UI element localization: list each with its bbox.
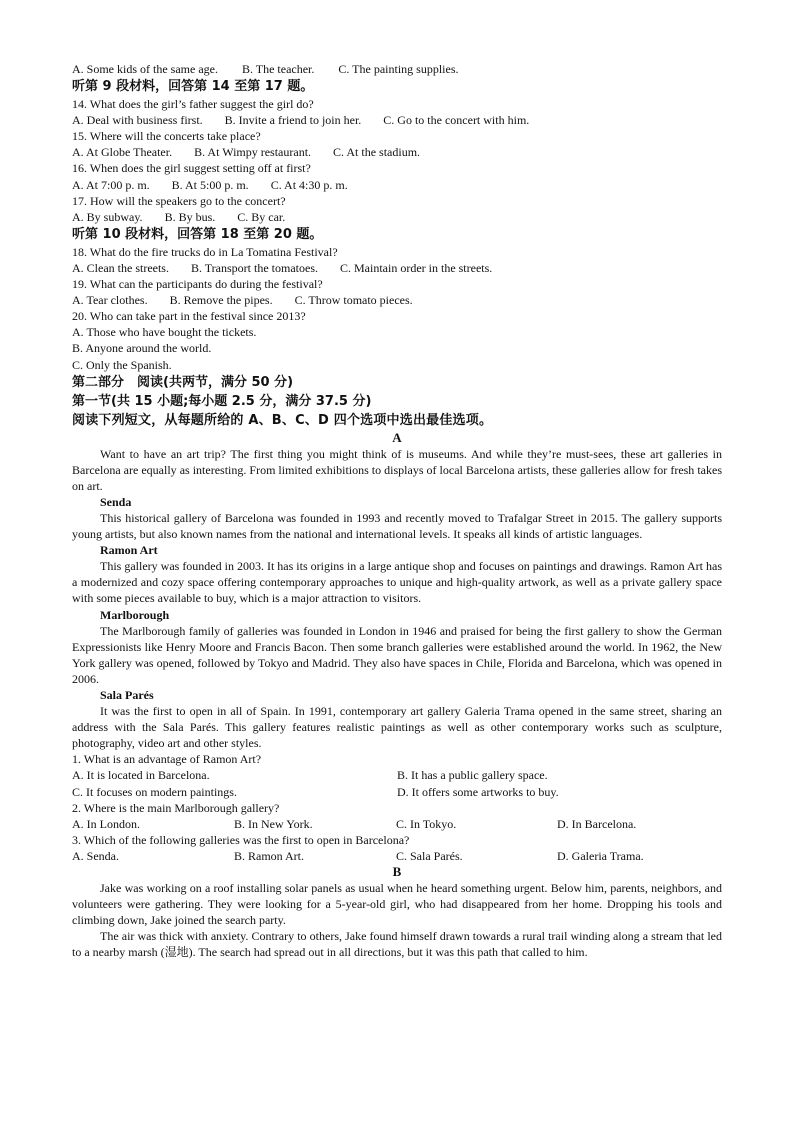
sala-pares-text: It was the first to open in all of Spain. In 1991, contemporary art gallery Galeria Trama opened in the same street, sharing an address with the Sala Parés. This gallery features realistic paintings as well as other contemporary works such as sculpture, photography, video art and other styles. <box>72 704 722 751</box>
marlborough-text: The Marlborough family of galleries was founded in London in 1946 and praised for being the first gallery to show the German Expressionists like Henry Moore and Francis Bacon. Then some branch galleries were established around the world. In 1962, the New York gallery was opened, followed by Tokyo and Madrid. They also have spaces in Chile, Florida and Barcelona, which was opened in 2006. <box>72 623 722 686</box>
q20-option-a: A. Those who have bought the tickets. <box>72 325 257 340</box>
option: C. In Tokyo. <box>396 816 457 831</box>
q18-options <box>72 260 722 276</box>
question-18: 18. What do the fire trucks do in La Tomatina Festival? <box>72 244 338 259</box>
passage-a-intro: Want to have an art trip? The first thing you might think of is museums. And while they’re must-sees, these art galleries in Barcelona are equally as interesting. From limited exhibitions to displays of local Barcelona artists, these galleries allow for fresh takes on art. <box>72 446 722 493</box>
sala-pares-title: Sala Parés <box>100 688 154 702</box>
option: A. By subway. <box>72 209 143 224</box>
option: D. In Barcelona. <box>557 816 637 831</box>
option: D. It offers some artworks to buy. <box>397 784 559 799</box>
option: C. The painting supplies. <box>338 62 459 76</box>
question-17: 17. How will the speakers go to the concert? <box>72 193 286 208</box>
reading-instruction: 阅读下列短文，从每题所给的 A、B、C、D 四个选项中选出最佳选项。 <box>72 412 493 428</box>
marlborough-title: Marlborough <box>100 607 170 622</box>
question-3: 3. Which of the following galleries was the first to open in Barcelona? <box>72 832 410 847</box>
option: B. By bus. <box>164 209 216 224</box>
q20-option-c: C. Only the Spanish. <box>72 357 172 372</box>
option: A. Deal with business first. <box>72 113 203 128</box>
option: A. It is located in Barcelona. <box>72 768 210 783</box>
q1-options <box>72 767 722 799</box>
question-15: 15. Where will the concerts take place? <box>72 129 261 144</box>
q15-options <box>72 144 722 160</box>
option: B. It has a public gallery space. <box>397 768 548 783</box>
option: C. Go to the concert with him. <box>383 113 530 128</box>
option: A. In London. <box>72 816 140 831</box>
material-10-header: 听第 10 段材料，回答第 18 至第 20 题。 <box>72 226 323 242</box>
question-1: 1. What is an advantage of Ramon Art? <box>72 752 262 767</box>
question-20: 20. Who can take part in the festival since 2013? <box>72 309 306 324</box>
q2-options <box>72 816 722 832</box>
option: B. Transport the tomatoes. <box>190 260 318 275</box>
question-19: 19. What can the participants do during the festival? <box>72 277 323 292</box>
material-9-header: 听第 9 段材料，回答第 14 至第 17 题。 <box>72 79 314 95</box>
question-2: 2. Where is the main Marlborough gallery? <box>72 800 280 815</box>
option: D. Galeria Trama. <box>557 848 644 863</box>
option: B. Invite a friend to join her. <box>224 113 362 128</box>
senda-text: This historical gallery of Barcelona was founded in 1993 and recently moved to Trafalgar Street in 2015. The gallery supports young artists, but also known names from the national and international levels. It speaks all kinds of artistic languages. <box>72 510 722 542</box>
senda-title: Senda <box>100 494 132 509</box>
option: B. Remove the pipes. <box>169 293 273 308</box>
option: B. Ramon Art. <box>234 848 305 863</box>
question-14: 14. What does the girl’s father suggest the girl do? <box>72 97 314 112</box>
option: C. Sala Parés. <box>396 848 463 863</box>
option: C. Maintain order in the streets. <box>340 260 493 275</box>
option: B. At 5:00 p. m. <box>171 177 249 192</box>
passage-b-paragraph-2: The air was thick with anxiety. Contrary to others, Jake found himself drawn towards a rural trail winding along a stream that led to a nearby marsh (湿地). The search had spread out in all directions, but it was this path that called to him. <box>72 929 722 960</box>
q20-option-b: B. Anyone around the world. <box>72 341 212 356</box>
option: A. Senda. <box>72 848 119 863</box>
option: A. At 7:00 p. m. <box>72 177 150 192</box>
section1-header: 第一节(共 15 小题;每小题 2.5 分，满分 37.5 分) <box>72 393 372 409</box>
option: B. In New York. <box>234 816 313 831</box>
option: B. The teacher. <box>241 62 315 76</box>
ramon-art-title: Ramon Art <box>100 543 158 558</box>
option: A. Some kids of the same age. <box>72 62 218 76</box>
option: A. At Globe Theater. <box>72 145 173 160</box>
q16-options <box>72 177 722 193</box>
q14-options <box>72 112 722 128</box>
part2-header: 第二部分 阅读(共两节，满分 50 分) <box>72 374 294 390</box>
q3-options <box>72 848 722 864</box>
q19-options <box>72 292 722 308</box>
option: B. At Wimpy restaurant. <box>194 145 312 160</box>
q13-options <box>72 61 722 77</box>
option: C. Throw tomato pieces. <box>294 293 413 308</box>
option: C. It focuses on modern paintings. <box>72 784 237 799</box>
option: A. Tear clothes. <box>72 293 148 308</box>
option: A. Clean the streets. <box>72 260 169 275</box>
option: C. At the stadium. <box>333 145 421 160</box>
passage-b-paragraph-1: Jake was working on a roof installing solar panels as usual when he heard something urgent. Below him, parents, neighbors, and volunteers were gathering. They were looking for a 5-year-old girl, who had disappeared from her home. Dropping his tools and climbing down, Jake joined the search party. <box>72 881 722 928</box>
exam-page <box>72 61 722 961</box>
ramon-art-text: This gallery was founded in 2003. It has its origins in a large antique shop and focuses on paintings and drawings. Ramon Art has a modernized and cozy space offering contemporary approaches to unique and high-quality artwork, as well as a private gallery space with some pieces available to buy, which is a major attraction to visitors. <box>72 559 723 606</box>
question-16: 16. When does the girl suggest setting off at first? <box>72 161 311 176</box>
option: C. By car. <box>237 209 286 224</box>
passage-b-label: B <box>392 864 402 880</box>
passage-a-label: A <box>392 429 402 445</box>
option: C. At 4:30 p. m. <box>270 177 348 192</box>
q17-options <box>72 209 722 225</box>
